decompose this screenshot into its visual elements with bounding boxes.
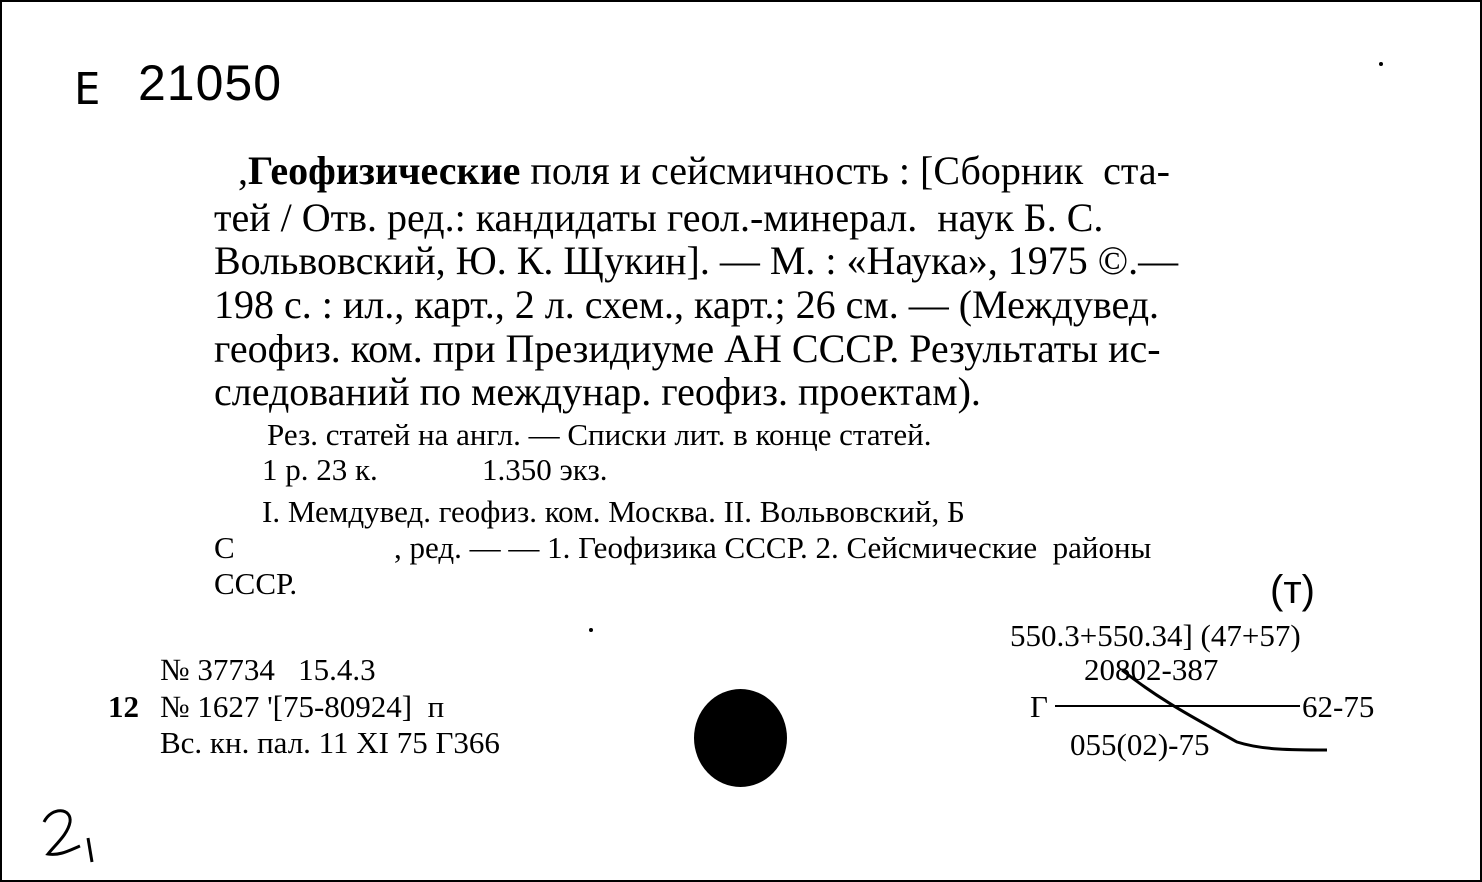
speck <box>589 628 593 632</box>
handwritten-stroke <box>1102 662 1342 762</box>
record-line-4: 198 с. : ил., карт., 2 л. схем., карт.; 26 см. — (Междувед. <box>214 282 1160 327</box>
catalog-number: 21050 <box>138 55 283 111</box>
udc-index: 550.3+550.34] (47+57) <box>1010 618 1301 653</box>
record-line-1 <box>238 148 1170 193</box>
record-entries-2: , ред. — — 1. Геофизика СССР. 2. Сейсмические районы <box>394 530 1152 565</box>
record-line-3: Вольвовский, Ю. К. Щукин]. — М. : «Наука», 1975 ©.— <box>214 238 1179 283</box>
registry-line-3: Вс. кн. пал. 11 XI 75 Г366 <box>160 725 500 760</box>
record-title: Геофизические <box>248 148 521 193</box>
code-letter: Г <box>1030 689 1048 724</box>
record-line-2: тей / Отв. ред.: кандидаты геол.-минерал. наук Б. С. <box>214 195 1104 240</box>
speck <box>1379 62 1383 66</box>
punch-hole <box>694 689 787 787</box>
record-note: Рез. статей на англ. — Списки лит. в конце статей. <box>267 417 932 452</box>
record-price: 1 р. 23 к. <box>262 452 378 487</box>
registry-line-1: № 37734 15.4.3 <box>160 652 376 687</box>
record-entries-1: I. Мемдувед. геофиз. ком. Москва. II. Вольвовский, Б <box>262 494 965 529</box>
record-copies: 1.350 экз. <box>482 452 608 487</box>
code-line-1: 20802-387 <box>1084 652 1219 687</box>
record-entries-2-initial: С <box>214 530 235 565</box>
title-prefix-mark: , <box>238 148 248 193</box>
record-line-6: следований по междунар. геофиз. проектам). <box>214 369 981 414</box>
handwritten-classification-mark: (т) <box>1270 568 1315 612</box>
record-line-5: геофиз. ком. при Президиуме АН СССР. Результаты ис- <box>214 326 1161 371</box>
record-entries-3: СССР. <box>214 566 298 601</box>
record-title-rest: поля и сейсмичность : [Сборник ста- <box>520 148 1170 193</box>
registry-line-2: № 1627 '[75-80924] п <box>160 689 445 724</box>
code-line-3: 055(02)-75 <box>1070 727 1210 762</box>
catalog-letter: E <box>74 64 101 115</box>
registry-line-2-prefix: 12 <box>108 689 139 724</box>
code-line-right: 62-75 <box>1302 689 1375 724</box>
handwritten-mark <box>32 800 102 870</box>
